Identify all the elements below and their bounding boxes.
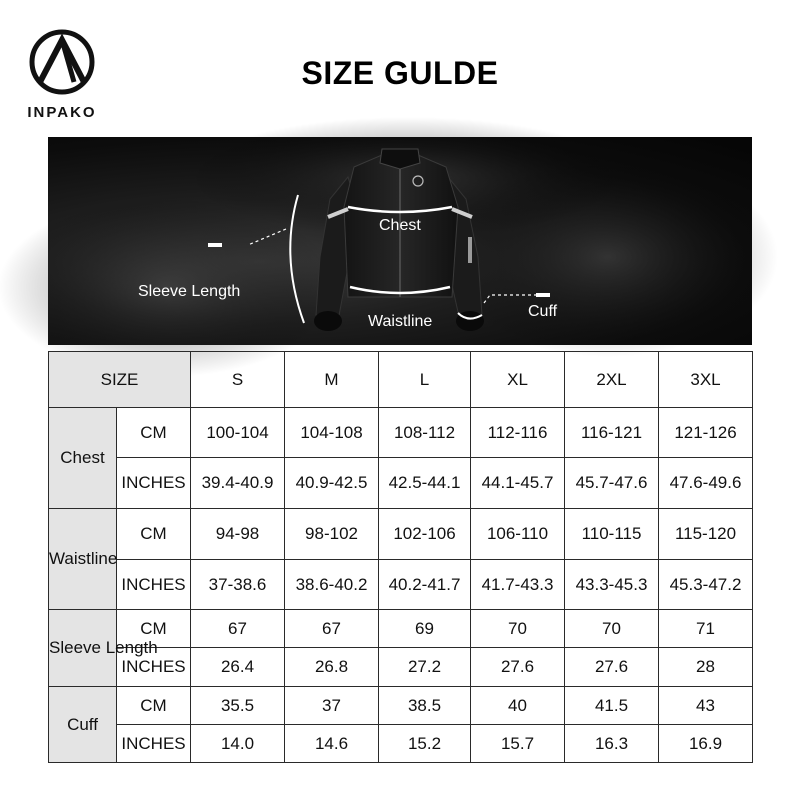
value-cell: 27.6 — [471, 648, 565, 687]
value-cell: 116-121 — [565, 408, 659, 458]
value-cell: 40.9-42.5 — [285, 458, 379, 509]
table-row — [49, 408, 753, 458]
unit-cell: INCHES — [117, 725, 191, 763]
size-header-label: SIZE — [49, 352, 191, 408]
value-cell: 43.3-45.3 — [565, 560, 659, 610]
table-row — [49, 687, 753, 725]
table-row — [49, 509, 753, 560]
value-cell: 44.1-45.7 — [471, 458, 565, 509]
value-cell: 35.5 — [191, 687, 285, 725]
value-cell: 71 — [659, 610, 753, 648]
sleeve-pointer-mark — [208, 243, 222, 247]
value-cell: 67 — [285, 610, 379, 648]
value-cell: 115-120 — [659, 509, 753, 560]
value-cell: 47.6-49.6 — [659, 458, 753, 509]
sleeve-length-label: Sleeve Length — [138, 283, 241, 300]
reflective-stripe — [468, 237, 472, 263]
value-cell: 15.7 — [471, 725, 565, 763]
size-table — [48, 351, 753, 763]
jacket-diagram — [48, 137, 752, 345]
chest-label: Chest — [379, 217, 421, 234]
value-cell: 26.8 — [285, 648, 379, 687]
size-col-header: M — [285, 352, 379, 408]
group-label-sleeve-length: Sleeve Length — [49, 610, 117, 687]
value-cell: 110-115 — [565, 509, 659, 560]
value-cell: 37-38.6 — [191, 560, 285, 610]
value-cell: 40 — [471, 687, 565, 725]
value-cell: 69 — [379, 610, 471, 648]
value-cell: 70 — [471, 610, 565, 648]
value-cell: 41.5 — [565, 687, 659, 725]
group-label-waistline: Waistline — [49, 509, 117, 610]
value-cell: 94-98 — [191, 509, 285, 560]
value-cell: 45.3-47.2 — [659, 560, 753, 610]
value-cell: 15.2 — [379, 725, 471, 763]
cuff-pointer-mark — [536, 293, 550, 297]
value-cell: 112-116 — [471, 408, 565, 458]
value-cell: 42.5-44.1 — [379, 458, 471, 509]
value-cell: 38.5 — [379, 687, 471, 725]
unit-cell: INCHES — [117, 648, 191, 687]
unit-cell: CM — [117, 687, 191, 725]
value-cell: 28 — [659, 648, 753, 687]
value-cell: 26.4 — [191, 648, 285, 687]
value-cell: 27.6 — [565, 648, 659, 687]
value-cell: 14.0 — [191, 725, 285, 763]
value-cell: 102-106 — [379, 509, 471, 560]
unit-cell: CM — [117, 610, 191, 648]
unit-cell: CM — [117, 408, 191, 458]
size-col-header: XL — [471, 352, 565, 408]
table-row — [49, 458, 753, 509]
waistline-label: Waistline — [368, 313, 433, 330]
value-cell: 39.4-40.9 — [191, 458, 285, 509]
value-cell: 121-126 — [659, 408, 753, 458]
value-cell: 104-108 — [285, 408, 379, 458]
value-cell: 41.7-43.3 — [471, 560, 565, 610]
value-cell: 45.7-47.6 — [565, 458, 659, 509]
table-row — [49, 610, 753, 648]
value-cell: 38.6-40.2 — [285, 560, 379, 610]
cuff-label: Cuff — [528, 303, 558, 320]
value-cell: 37 — [285, 687, 379, 725]
value-cell: 108-112 — [379, 408, 471, 458]
group-label-chest: Chest — [49, 408, 117, 509]
value-cell: 14.6 — [285, 725, 379, 763]
group-label-cuff: Cuff — [49, 687, 117, 763]
brand-name: INPAKO — [27, 104, 97, 121]
page-title: SIZE GULDE — [301, 55, 499, 91]
size-col-header: 2XL — [565, 352, 659, 408]
size-col-header: 3XL — [659, 352, 753, 408]
unit-cell: INCHES — [117, 458, 191, 509]
value-cell: 106-110 — [471, 509, 565, 560]
size-col-header: S — [191, 352, 285, 408]
value-cell: 100-104 — [191, 408, 285, 458]
table-row — [49, 725, 753, 763]
value-cell: 98-102 — [285, 509, 379, 560]
value-cell: 43 — [659, 687, 753, 725]
value-cell: 40.2-41.7 — [379, 560, 471, 610]
value-cell: 70 — [565, 610, 659, 648]
value-cell: 16.3 — [565, 725, 659, 763]
unit-cell: CM — [117, 509, 191, 560]
unit-cell: INCHES — [117, 560, 191, 610]
size-header-row — [49, 352, 753, 408]
value-cell: 27.2 — [379, 648, 471, 687]
size-col-header: L — [379, 352, 471, 408]
value-cell: 16.9 — [659, 725, 753, 763]
left-glove — [314, 311, 342, 331]
table-row — [49, 560, 753, 610]
value-cell: 67 — [191, 610, 285, 648]
